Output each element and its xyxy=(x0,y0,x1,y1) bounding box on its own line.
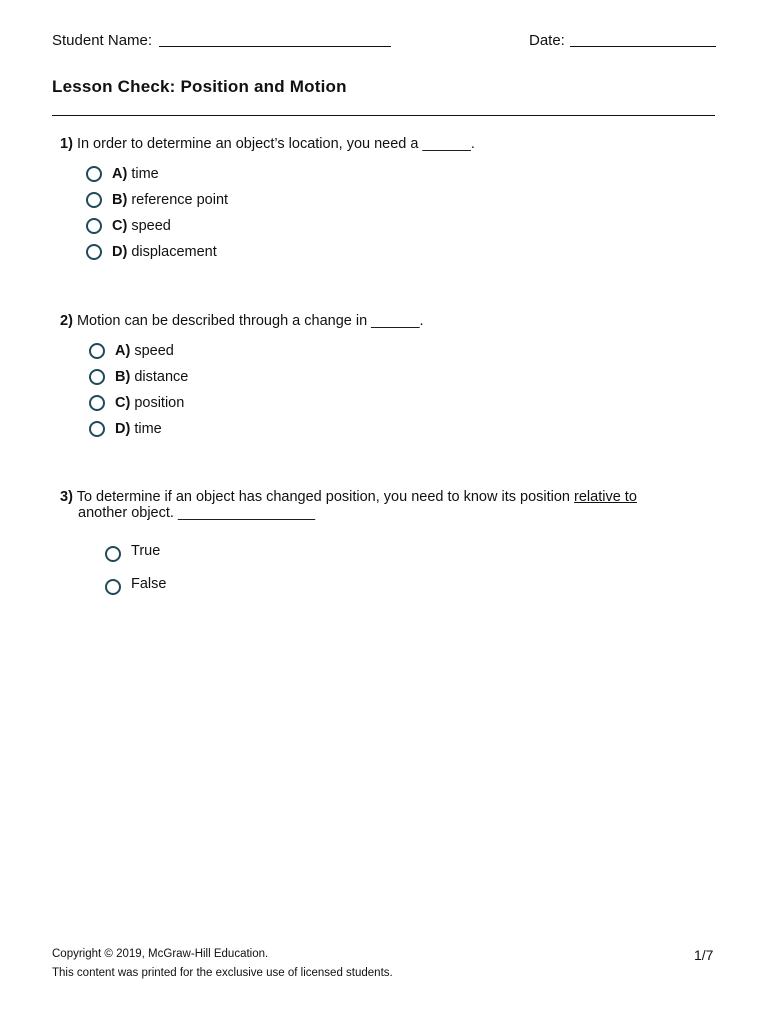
question-2-number: 2) xyxy=(60,313,73,329)
radio-button[interactable] xyxy=(86,218,102,234)
radio-button[interactable] xyxy=(89,343,105,359)
question-3-number: 3) xyxy=(60,489,73,505)
question-3-option-false[interactable]: False xyxy=(105,573,166,595)
radio-button[interactable] xyxy=(86,244,102,260)
question-1 xyxy=(60,136,475,152)
radio-button[interactable] xyxy=(89,369,105,385)
radio-button[interactable] xyxy=(105,579,121,595)
student-name-field[interactable] xyxy=(159,46,391,47)
question-1-option-d[interactable]: D) displacement xyxy=(86,244,217,260)
radio-button[interactable] xyxy=(86,192,102,208)
question-1-number: 1) xyxy=(60,136,73,152)
question-2-option-a[interactable]: A) speed xyxy=(89,343,174,359)
page-title: Lesson Check: Position and Motion xyxy=(52,77,347,96)
question-3-text-before: To determine if an object has changed position, you need to know its position xyxy=(76,489,575,505)
license-notice: This content was printed for the exclusive use of licensed students. xyxy=(52,967,393,979)
page-number: 1/7 xyxy=(694,947,714,963)
question-2 xyxy=(60,313,424,329)
question-2-option-d[interactable]: D) time xyxy=(89,421,162,437)
question-1-option-b[interactable]: B) reference point xyxy=(86,192,228,208)
question-1-option-a[interactable]: A) time xyxy=(86,166,159,182)
radio-button[interactable] xyxy=(89,421,105,437)
question-3-text-underlined: relative to xyxy=(574,489,637,505)
question-3 xyxy=(60,489,700,505)
copyright-text: Copyright © 2019, McGraw-Hill Education. xyxy=(52,948,269,960)
question-1-option-c[interactable]: C) speed xyxy=(86,218,171,234)
title-divider xyxy=(52,115,715,116)
radio-button[interactable] xyxy=(105,546,121,562)
question-2-text: Motion can be described through a change in ______. xyxy=(76,313,424,329)
radio-button[interactable] xyxy=(89,395,105,411)
question-3-text-after: another object. _________________ xyxy=(78,505,316,521)
question-2-option-c[interactable]: C) position xyxy=(89,395,184,411)
question-2-option-b[interactable]: B) distance xyxy=(89,369,188,385)
question-3-option-true[interactable]: True xyxy=(105,540,160,562)
radio-button[interactable] xyxy=(86,166,102,182)
date-field[interactable] xyxy=(570,46,716,47)
student-name-label: Student Name: xyxy=(52,32,153,49)
date-label: Date: xyxy=(529,32,565,49)
question-1-text: In order to determine an object’s location, you need a ______. xyxy=(76,136,475,152)
